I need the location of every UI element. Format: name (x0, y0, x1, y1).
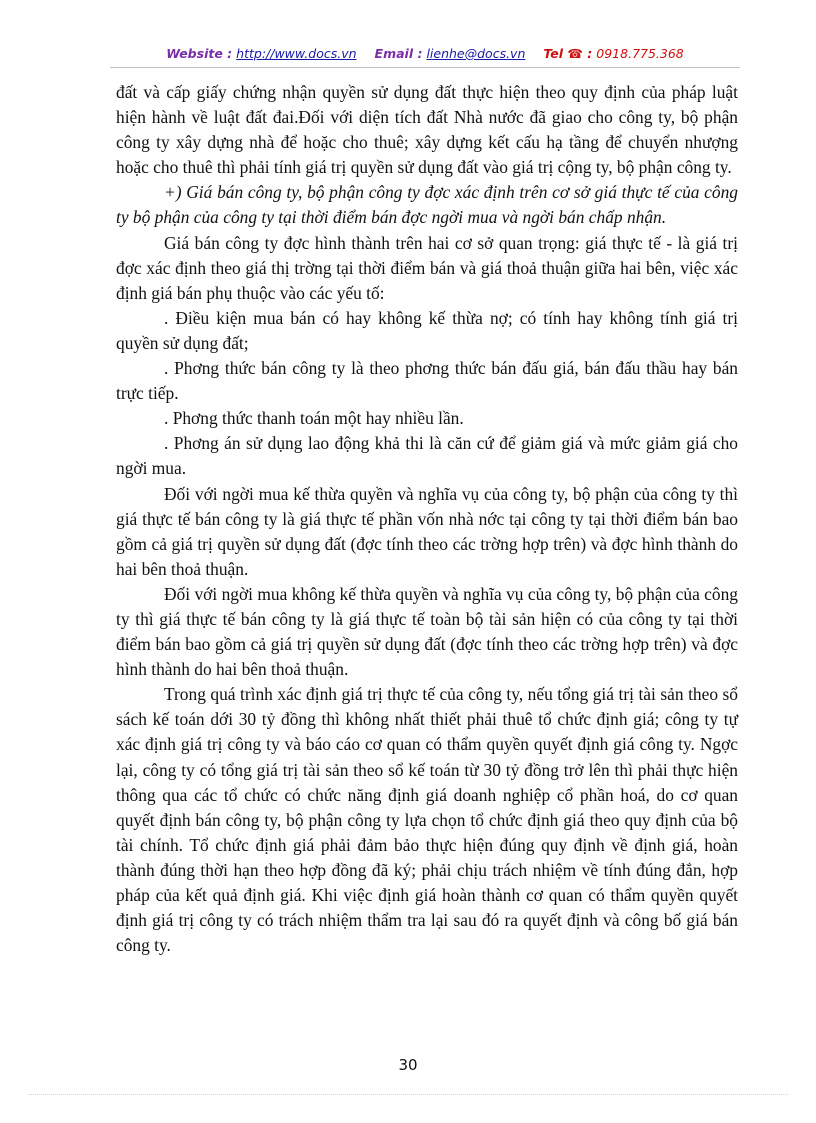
paragraph: Đối với ngời mua kế thừa quyền và nghĩa vụ của công ty, bộ phận của công ty thì giá thực tế bán công ty là giá thực tế phần vốn nhà nớc tại công ty tại thời điểm bán bao gồm cả giá trị quyền sử dụng đất (đợc tính theo các trờng hợp trên) và đợc hình thành do hai bên thoả thuận. (116, 483, 738, 579)
document-body (116, 80, 738, 958)
footer-divider (28, 1094, 788, 1095)
list-item: . Điều kiện mua bán có hay không kế thừa nợ; có tính hay không tính giá trị quyền sử dụng đất; (116, 307, 738, 353)
tel-number: 0918.775.368 (596, 46, 684, 61)
paragraph: Giá bán công ty đợc hình thành trên hai cơ sở quan trọng: giá thực tế - là giá trị đợc xác định theo giá thị trờng tại thời điểm bán và giá thoả thuận giữa hai bên, việc xác định giá bán phụ thuộc vào các yếu tố: (116, 232, 738, 303)
list-item: . Phơng thức bán công ty là theo phơng thức bán đấu giá, bán đấu thầu hay bán trực tiếp. (116, 358, 738, 404)
paragraph: Đối với ngời mua không kế thừa quyền và nghĩa vụ của công ty, bộ phận của công ty thì giá thực tế bán công ty là giá thực tế toàn bộ tài sản hiện có của công ty tại thời điểm bán bao gồm cả giá trị quyền sử dụng đất (đợc tính theo các trờng hợp trên) và đợc hình thành do hai bên thoả thuận. (116, 583, 738, 680)
list-item: . Phơng thức thanh toán một hay nhiều lần. (164, 408, 464, 429)
page-header (110, 46, 740, 68)
paragraph-italic: +) Giá bán công ty, bộ phận công ty đợc xác định trên cơ sở giá thực tế của công ty bộ phận của công ty tại thời điểm bán đợc ngời mua và ngời bán chấp nhận. (116, 182, 738, 228)
website-label: Website : (166, 46, 233, 61)
email-link[interactable]: lienhe@docs.vn (426, 46, 526, 61)
list-item: . Phơng án sử dụng lao động khả thi là căn cứ để giảm giá và mức giảm giá cho ngời mua. (116, 433, 738, 479)
paragraph: đất và cấp giấy chứng nhận quyền sử dụng đất thực hiện theo quy định của pháp luật hiện hành về luật đất đai.Đối với diện tích đất Nhà nước đã giao cho công ty, bộ phận công ty xây dựng nhà để hoặc cho thuê; xây dựng kết cấu hạ tầng để chuyển nhượng hoặc cho thuê thì phải tính giá trị quyền sử dụng đất vào giá trị cộng ty, bộ phận công ty. (116, 82, 738, 178)
header-divider (110, 67, 740, 68)
tel-label: Tel ☎ : (543, 46, 593, 61)
page-number: 30 (398, 1056, 418, 1074)
website-link[interactable]: http://www.docs.vn (236, 46, 357, 61)
email-label: Email : (374, 46, 423, 61)
paragraph: Trong quá trình xác định giá trị thực tế của công ty, nếu tổng giá trị tài sản theo sổ sách kế toán dới 30 tỷ đồng thì không nhất thiết phải thuê tổ chức định giá; công ty tự xác định giá trị công ty và báo cáo cơ quan có thẩm quyền quyết định giá công ty. Ngợc lại, công ty có tổng giá trị tài sản theo sổ kế toán từ 30 tỷ đồng trở lên thì phải thực hiện thông qua các tổ chức có chức năng định giá doanh nghiệp cổ phần hoá, do cơ quan quyết định bán công ty, bộ phận công ty lựa chọn tổ chức định giá theo quy định của bộ tài chính. Tổ chức định giá phải đảm bảo thực hiện đúng quy định về định giá, hoàn thành đúng thời hạn theo hợp đồng đã ký; phải chịu trách nhiệm về tính đúng đắn, hợp pháp của kết quả định giá. Khi việc định giá hoàn thành cơ quan có thẩm quyền quyết định giá trị công ty có trách nhiệm thẩm tra lại sau đó ra quyết định và công bố giá bán công ty. (116, 684, 738, 956)
